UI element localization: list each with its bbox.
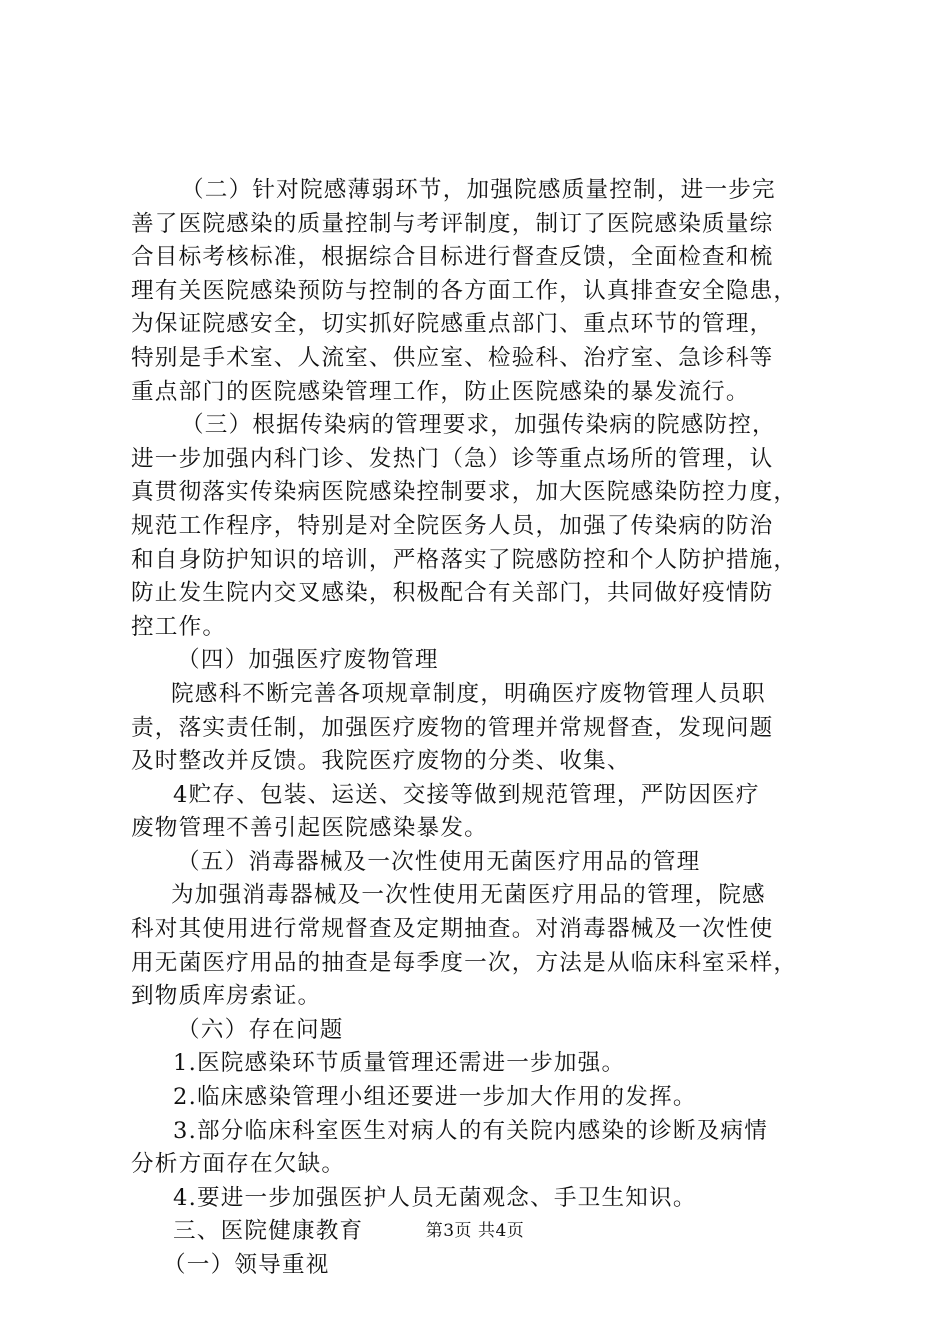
text-line: 合目标考核标准，根据综合目标进行督查反馈，全面检查和梳 xyxy=(131,244,774,271)
text-line: 院感科不断完善各项规章制度，明确医疗废物管理人员职 xyxy=(171,680,766,707)
text-line: 理有关医院感染预防与控制的各方面工作，认真排查安全隐患， xyxy=(131,277,798,304)
text-line: 2.临床感染管理小组还要进一步加大作用的发挥。 xyxy=(173,1084,697,1111)
text-line: （一）领导重视 xyxy=(163,1252,330,1278)
text-line: 防止发生院内交叉感染，积极配合有关部门，共同做好疫情防 xyxy=(131,580,774,607)
text-line: 及时整改并反馈。我院医疗废物的分类、收集、 xyxy=(131,748,631,775)
text-line: （六）存在问题 xyxy=(177,1016,344,1043)
text-line: （三）根据传染病的管理要求，加强传染病的院感防控， xyxy=(181,412,776,439)
text-line: （五）消毒器械及一次性使用无菌医疗用品的管理 xyxy=(177,848,701,875)
text-line: 为加强消毒器械及一次性使用无菌医疗用品的管理，院感 xyxy=(171,882,766,909)
text-line: 科对其使用进行常规督查及定期抽查。对消毒器械及一次性使 xyxy=(131,916,774,943)
text-line: 善了医院感染的质量控制与考评制度，制订了医院感染质量综 xyxy=(131,210,774,237)
text-line: 废物管理不善引起医院感染暴发。 xyxy=(131,815,488,842)
text-line: 控工作。 xyxy=(131,613,227,640)
text-line: 分析方面存在欠缺。 xyxy=(131,1151,346,1178)
text-line: 1.医院感染环节质量管理还需进一步加强。 xyxy=(173,1050,626,1077)
text-line: 进一步加强内科门诊、发热门（急）诊等重点场所的管理，认 xyxy=(131,445,774,472)
text-line: 用无菌医疗用品的抽查是每季度一次，方法是从临床科室采样， xyxy=(131,949,798,976)
text-line: 3.部分临床科室医生对病人的有关院内感染的诊断及病情 xyxy=(173,1117,769,1144)
text-line: 重点部门的医院感染管理工作，防止医院感染的暴发流行。 xyxy=(131,378,750,405)
page-footer: 第3页 共4页 xyxy=(425,1221,525,1241)
text-line: 为保证院感安全，切实抓好院感重点部门、重点环节的管理， xyxy=(131,311,774,338)
text-line: 4贮存、包装、运送、交接等做到规范管理，严防因医疗 xyxy=(173,781,760,808)
text-line: 到物质库房索证。 xyxy=(131,983,322,1010)
document-body xyxy=(131,174,831,1283)
text-line: 三、医院健康教育 xyxy=(173,1218,364,1245)
text-line: （四）加强医疗废物管理 xyxy=(177,647,439,674)
text-line: 规范工作程序，特别是对全院医务人员，加强了传染病的防治 xyxy=(131,512,774,539)
text-line: 和自身防护知识的培训，严格落实了院感防控和个人防护措施， xyxy=(131,546,798,573)
text-line: 4.要进一步加强医护人员无菌观念、手卫生知识。 xyxy=(173,1184,697,1211)
text-line: （二）针对院感薄弱环节，加强院感质量控制，进一步完 xyxy=(181,177,776,203)
text-line: 责，落实责任制，加强医疗废物的管理并常规督查，发现问题 xyxy=(131,714,774,741)
text-line: 真贯彻落实传染病医院感染控制要求，加大医院感染防控力度， xyxy=(131,479,798,506)
text-line: 特别是手术室、人流室、供应室、检验科、治疗室、急诊科等 xyxy=(131,344,774,371)
